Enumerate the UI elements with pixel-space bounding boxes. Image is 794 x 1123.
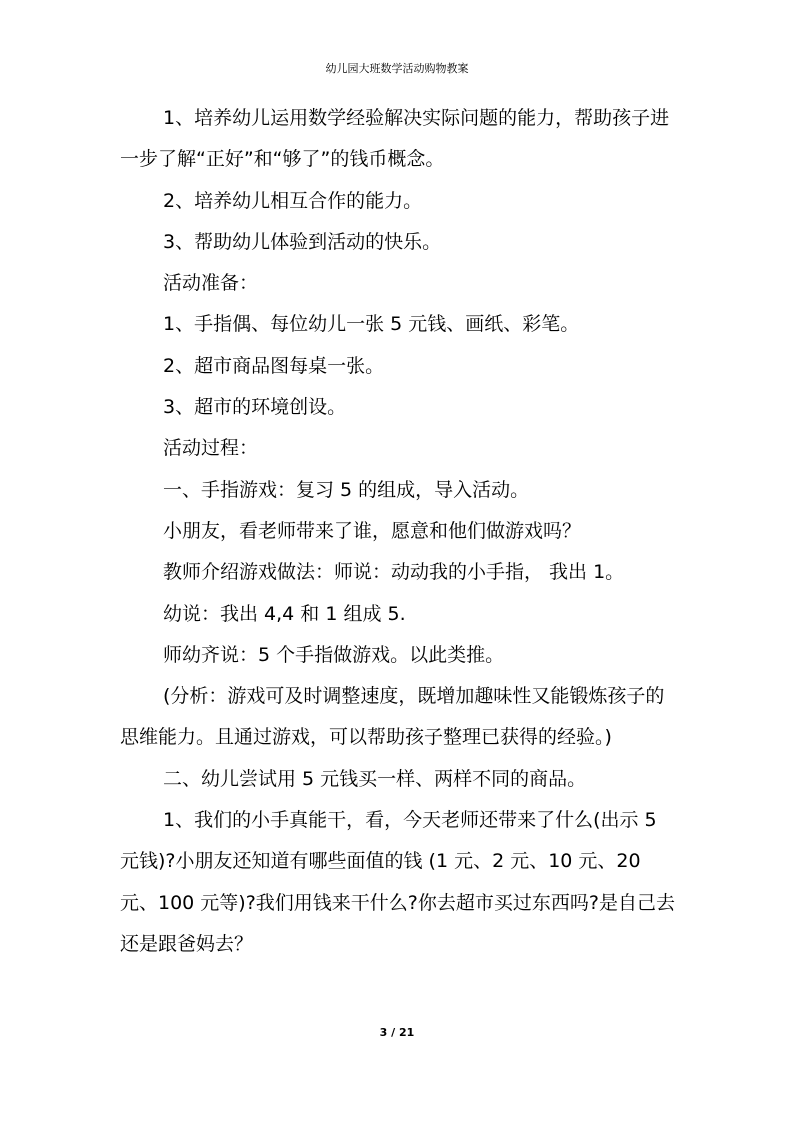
paragraph: 2、培养幼儿相互合作的能力。 xyxy=(163,189,423,212)
section-heading: 活动准备： xyxy=(163,272,259,295)
paragraph: 教师介绍游戏做法：师说：动动我的小手指， 我出 1。 xyxy=(163,561,625,584)
paragraph: 二、幼儿尝试用 5 元钱买一样、两样不同的商品。 xyxy=(163,767,587,790)
section-heading: 活动过程： xyxy=(163,437,259,460)
paragraph: 1、手指偶、每位幼儿一张 5 元钱、画纸、彩笔。 xyxy=(163,313,580,336)
paragraph: 3、超市的环境创设。 xyxy=(163,396,347,419)
page-header-title: 幼儿园大班数学活动购物教案 xyxy=(325,62,469,75)
analysis-paragraph: (分析：游戏可及时调整速度，既增加趣味性又能锻炼孩子的思维能力。且通过游戏，可以帮助孩子整理已获得的经验。) xyxy=(120,685,665,749)
paragraph: 1、培养幼儿运用数学经验解决实际问题的能力，帮助孩子进一步了解“正好”和“够了”的钱币概念。 xyxy=(120,107,670,171)
paragraph: 幼说：我出 4,4 和 1 组成 5. xyxy=(163,602,406,625)
document-body xyxy=(120,98,680,965)
paragraph: 2、超市商品图每桌一张。 xyxy=(163,354,385,377)
paragraph: 小朋友，看老师带来了谁，愿意和他们做游戏吗？ xyxy=(163,519,582,542)
paragraph: 3、帮助幼儿体验到活动的快乐。 xyxy=(163,230,442,253)
paragraph: 师幼齐说：5 个手指做游戏。以此类推。 xyxy=(163,643,505,666)
paragraph: 一、手指游戏：复习 5 的组成，导入活动。 xyxy=(163,478,530,501)
paragraph: 1、我们的小手真能干，看，今天老师还带来了什么(出示 5 元钱)?小朋友还知道有哪些面值的钱 (1 元、2 元、10 元、20 元、100 元等)?我们用钱来干什么?你去超市买过东西吗?是自己去还是跟爸妈去？ xyxy=(120,809,675,955)
page-number: 3 / 21 xyxy=(379,1026,415,1039)
